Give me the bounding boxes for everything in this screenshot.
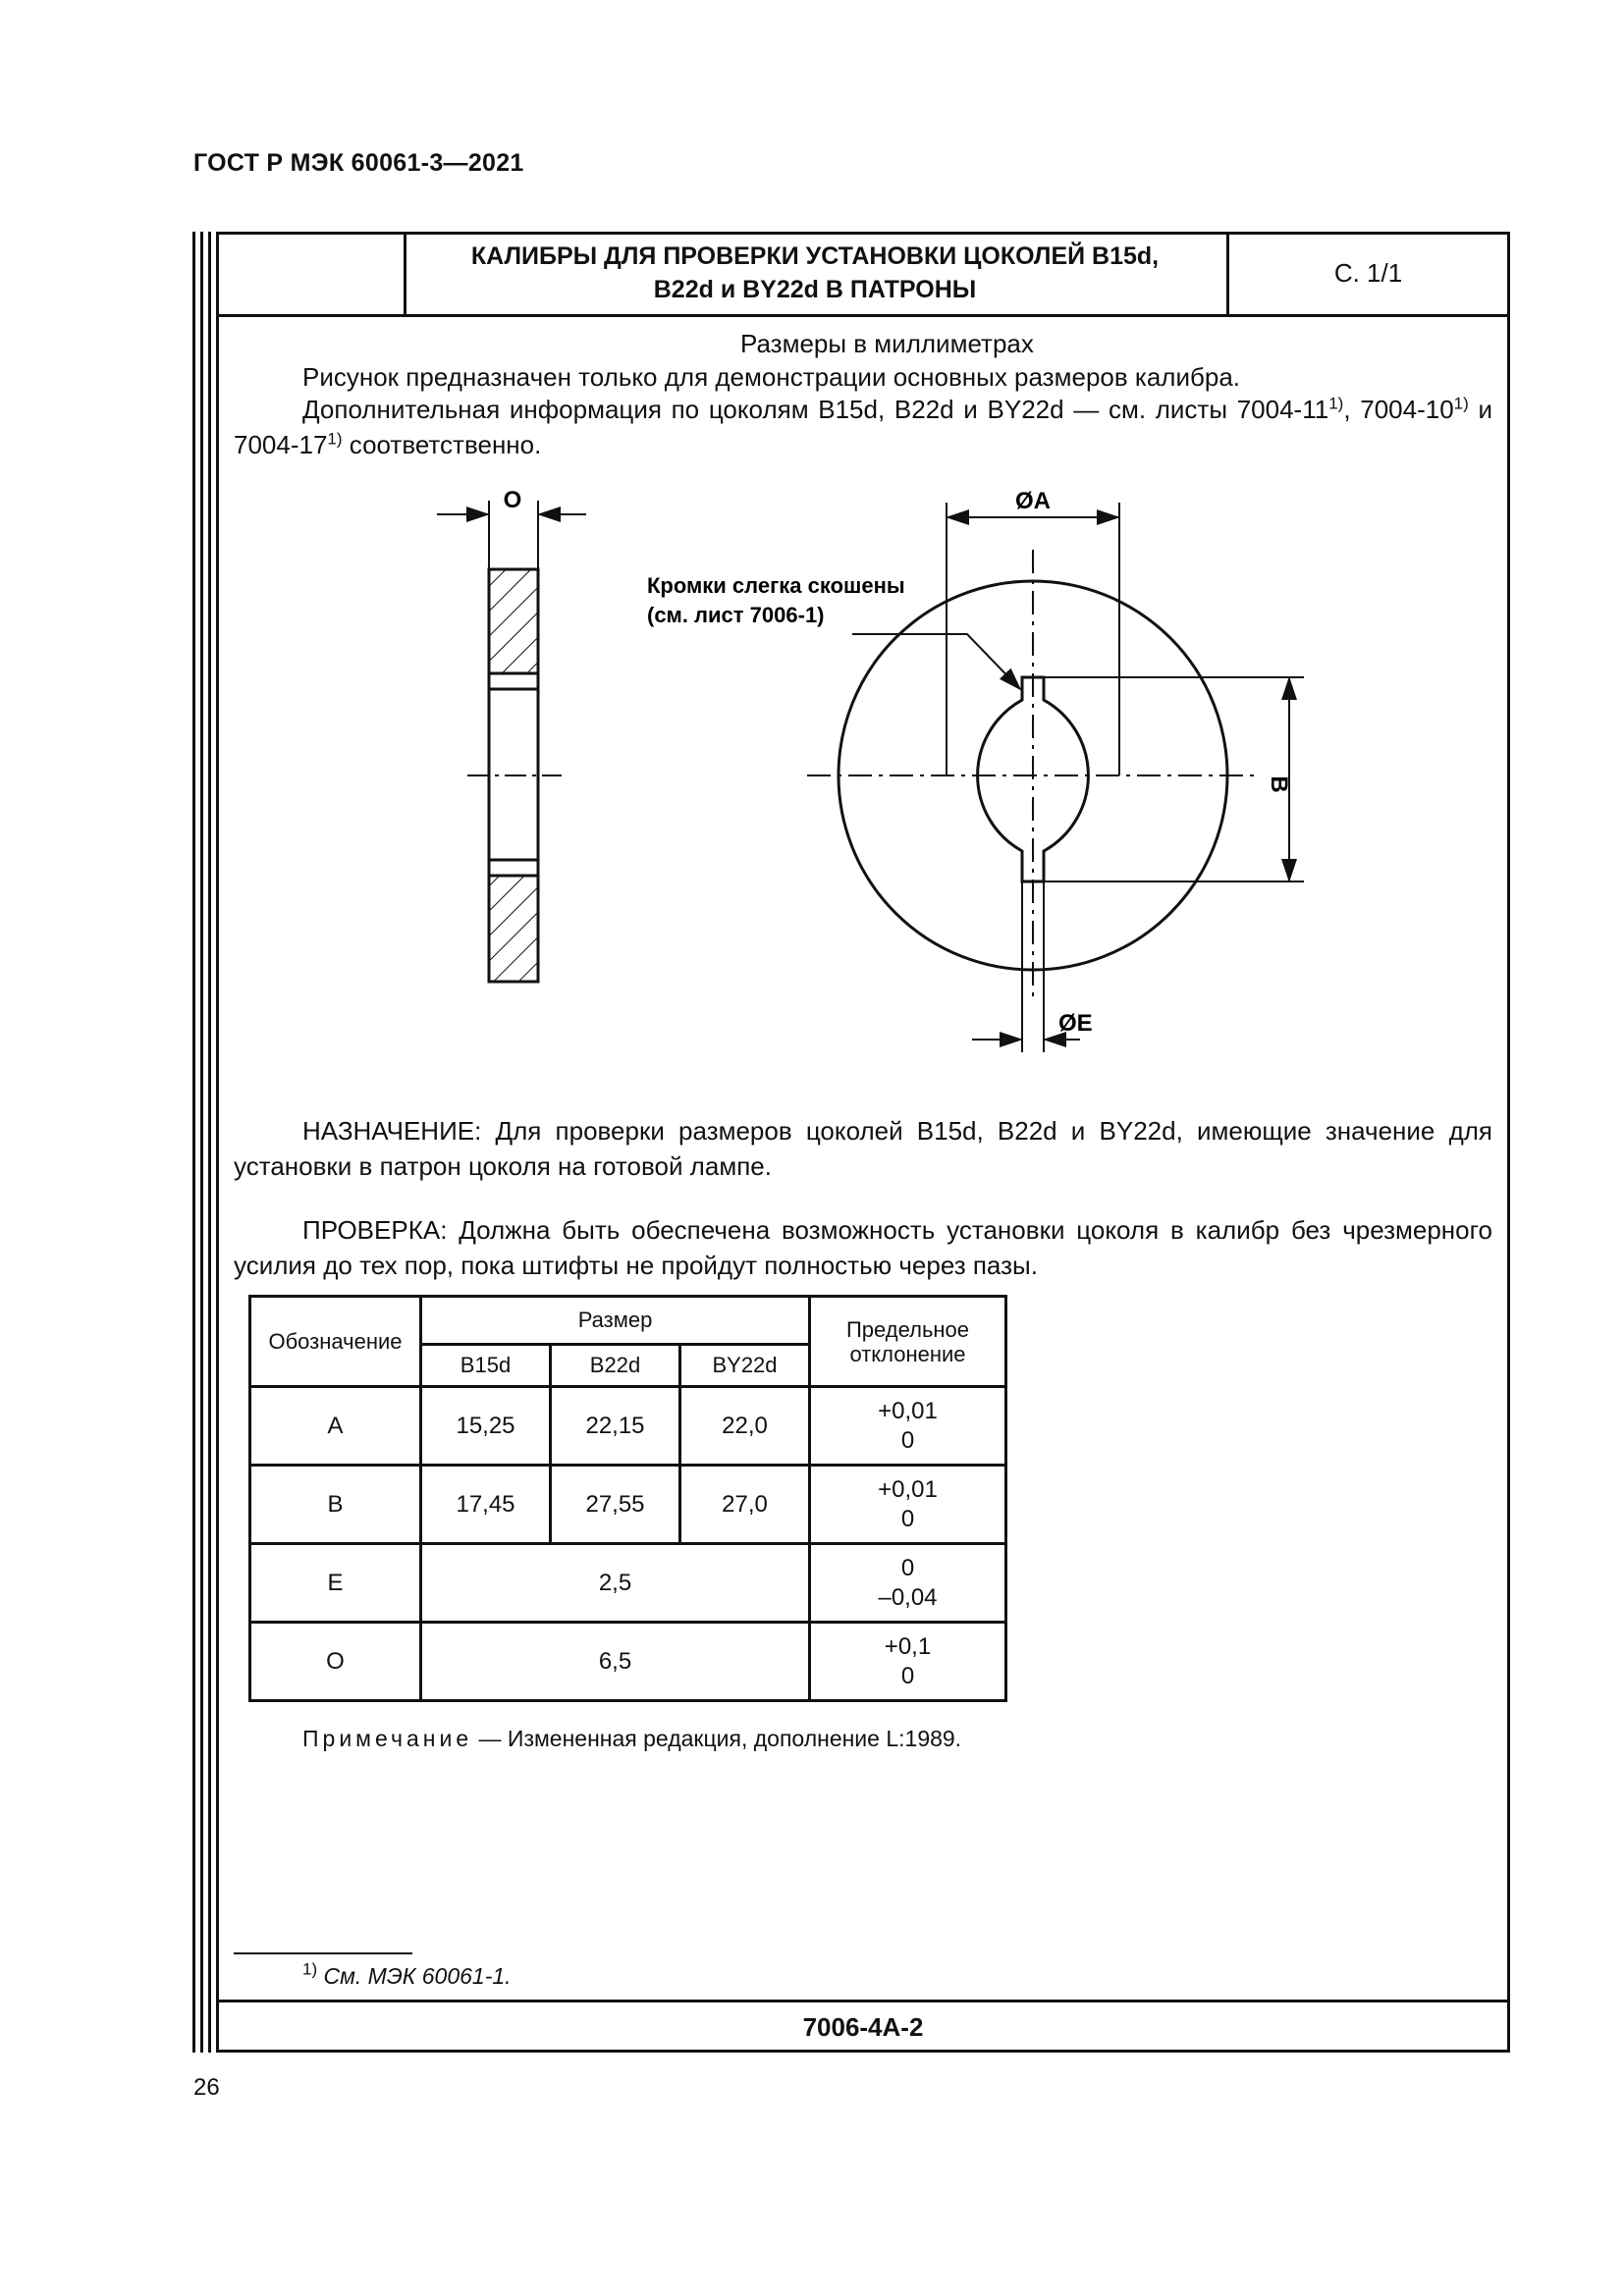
dim-label-b: B (1266, 775, 1292, 793)
dim-label-e: ØE (1058, 1010, 1093, 1037)
callout-line1: Кромки слегка скошены (647, 573, 905, 598)
sheet-title-line1: КАЛИБРЫ ДЛЯ ПРОВЕРКИ УСТАНОВКИ ЦОКОЛЕЙ B15d, (470, 242, 1160, 270)
table-row: A 15,25 22,15 22,0 +0,01 0 (250, 1387, 1006, 1466)
th-tolerance: Предельное отклонение (810, 1297, 1006, 1387)
table-row: E 2,5 0 –0,04 (250, 1544, 1006, 1623)
footnote-rule (234, 1952, 412, 1954)
gauge-drawing (0, 0, 1624, 1080)
table-row: B 17,45 27,55 27,0 +0,01 0 (250, 1466, 1006, 1544)
sheet-code: 7006-4A-2 (802, 2011, 924, 2042)
th-b15d: B15d (421, 1345, 551, 1387)
th-designation: Обозначение (250, 1297, 421, 1387)
dimensions-table (248, 1295, 1007, 1702)
check-text: ПРОВЕРКА: Должна быть обеспечена возможность установки цоколя в калибр без чрезмерного усилия до тех пор, пока штифты не пройдут полностью через пазы. (234, 1215, 1492, 1280)
standard-title: ГОСТ Р МЭК 60061-3—2021 (193, 149, 524, 177)
th-by22d: BY22d (680, 1345, 810, 1387)
dim-label-a: ØA (1015, 488, 1051, 514)
units-note: Размеры в миллиметрах (740, 329, 1034, 358)
callout-line2: (см. лист 7006-1) (647, 603, 825, 627)
sheet-title-line2: B22d и BY22d В ПАТРОНЫ (653, 276, 977, 303)
th-size: Размер (421, 1297, 810, 1345)
side-view (437, 487, 586, 982)
th-b22d: B22d (551, 1345, 680, 1387)
dim-label-o: O (503, 487, 522, 513)
page-number: 26 (193, 2074, 220, 2101)
purpose-text: НАЗНАЧЕНИЕ: Для проверки размеров цоколей B15d, B22d и BY22d, имеющие значение для установки в патрон цоколя на готовой лампе. (234, 1116, 1492, 1181)
front-view (647, 488, 1304, 1052)
table-note: Примечание — Измененная редакция, дополнение L:1989. (302, 1726, 962, 1751)
intro-line2: Дополнительная информация по цоколям B15d, B22d и BY22d — см. листы 7004-11$^{1)}$, 7004-10$^{1)}$ и 7004-17$^{1)}$ соответственно. (234, 394, 1492, 459)
intro-line1: Рисунок предназначен только для демонстрации основных размеров калибра. (302, 362, 1241, 392)
table-row: O 6,5 +0,1 0 (250, 1623, 1006, 1701)
footnote: $^{1)}$ См. МЭК 60061-1. (302, 1959, 512, 1989)
sheet-page-ref: С. 1/1 (1226, 232, 1510, 317)
